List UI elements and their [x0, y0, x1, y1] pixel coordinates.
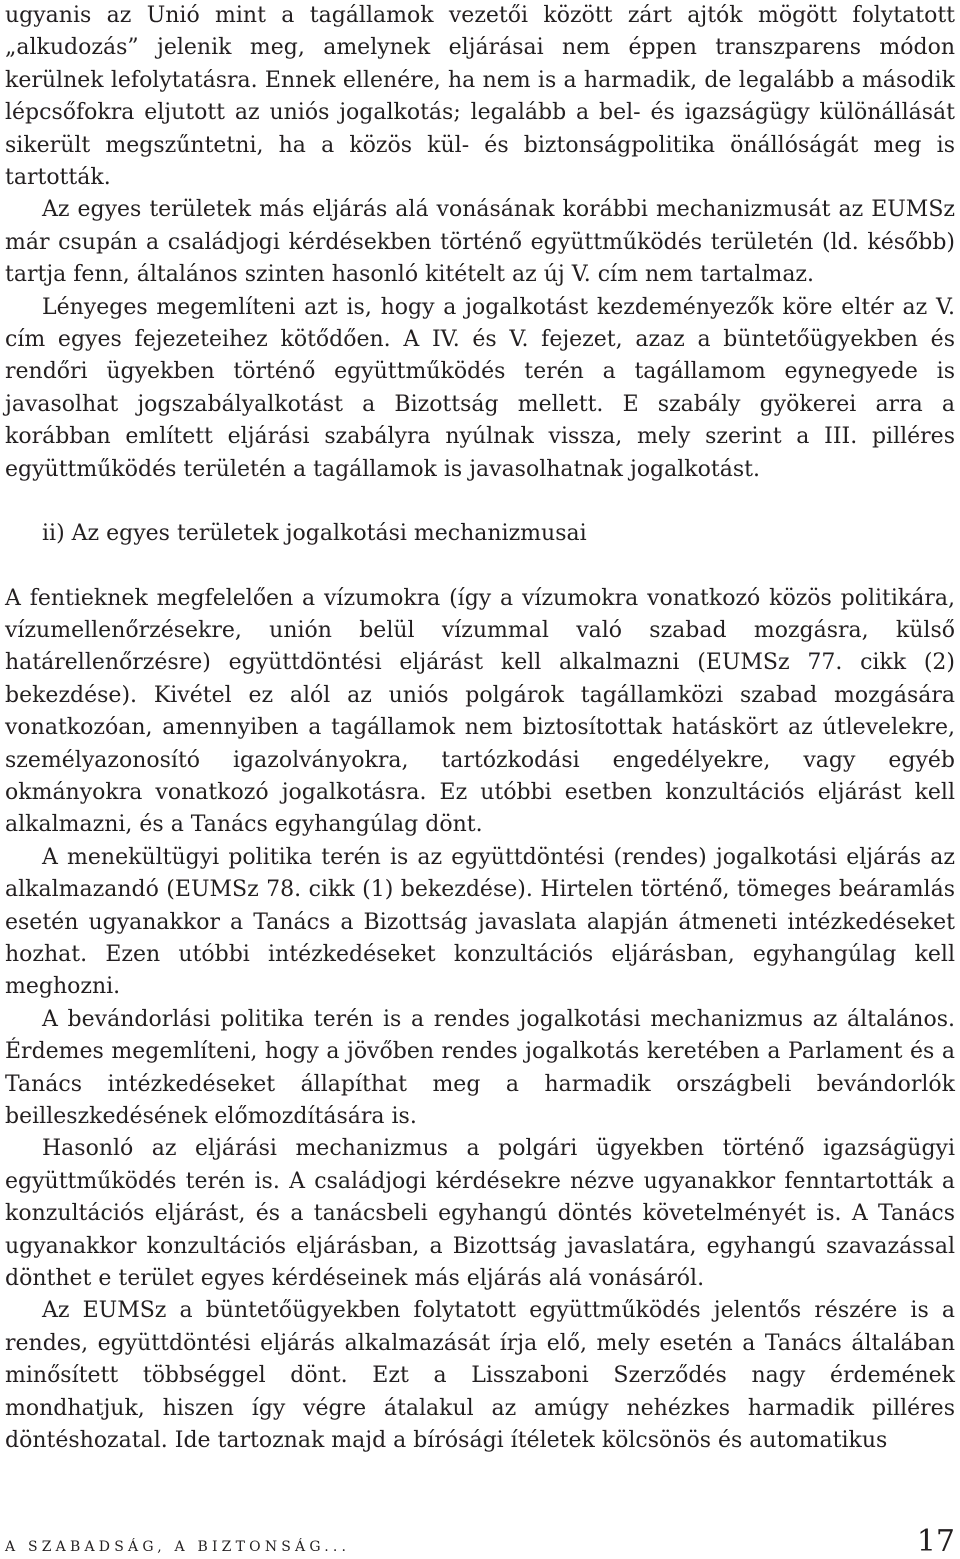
document-page [5, 0, 955, 1457]
running-title: A SZABADSÁG, A BIZTONSÁG... [5, 1539, 351, 1555]
paragraph: Az egyes területek más eljárás alá vonásának korábbi mechanizmusát az EUMSz már csupán a családjogi kérdésekben történő együttműködés területén (ld. később) tartja fenn, általános szinten hasonló kitételt az új V. cím nem tartalmaz. [5, 197, 955, 288]
page-number: 17 [916, 1524, 955, 1559]
paragraph: A bevándorlási politika terén is a rendes jogalkotási mechanizmus az általános. Érdemes megemlíteni, hogy a jövőben rendes jogalkotás keretében a Parlament és a Tanács intézkedéseket állapíthat meg a harmadik országbeli bevándorlók beilleszkedésének előmozdítására is. [5, 1006, 955, 1129]
paragraph: A menekültügyi politika terén is az együttdöntési (rendes) jogalkotási eljárás az alkalmazandó (EUMSz 78. cikk (1) bekezdése). Hirtelen történő, tömeges beáramlás esetén ugyanakkor a Tanács a Bizottság javaslata alapján átmeneti intézkedéseket hozhat. Ezen utóbbi intézkedéseket konzultációs eljárásban, egyhangúlag kell meghozni. [5, 844, 955, 1000]
paragraph-continuation: ugyanis az Unió mint a tagállamok vezetői között zárt ajtók mögött folytatott „alkudozás” jelenik meg, amelynek eljárásai nem éppen transzparens módon kerülnek lefolytatásra. Ennek ellenére, ha nem is a harmadik, de legalább a második lépcsőfokra eljutott az uniós jogalkotás; legalább a bel- és igazságügy különállását sikerült megszűntetni, ha a közös kül- és biztonságpolitika önállóságát meg is tartották. [5, 3, 955, 191]
paragraph: Lényeges megemlíteni azt is, hogy a jogalkotást kezdeményezők köre eltér az V. cím egyes fejezeteihez kötődően. A IV. és V. fejezet, azaz a büntetőügyekben és rendőri ügyekben történő együttműködés terén a tagállamom egynegyede is javasolhat jogszabályalkotást a Bizottság mellett. E szabály gyökerei arra a korábban említett eljárási szabályra nyúlnak vissza, mely szerint a III. pilléres együttműködés területén a tagállamok is javasolhatnak jogalkotást. [5, 294, 955, 482]
paragraph: Az EUMSz a büntetőügyekben folytatott együttműködés jelentős részére is a rendes, együttdöntési eljárás alkalmazását írja elő, mely esetén a Tanács általában minősített többséggel dönt. Ezt a Lisszaboni Szerződés nagy érdemének mondhatjuk, hiszen így végre átalakul az amúgy nehézkes harmadik pilléres döntéshozatal. Ide tartoznak majd a bírósági ítéletek kölcsönös és automatikus [5, 1298, 955, 1454]
paragraph: A fentieknek megfelelően a vízumokra (így a vízumokra vonatkozó közös politikára, vízumellenőrzésekre, unión belül vízummal való szabad mozgásra, külső határellenőrzésre) együttdöntési eljárást kell alkalmazni (EUMSz 77. cikk (2) bekezdése). Kivétel ez alól az uniós polgárok tagállamközi szabad mozgására vonatkozóan, amennyiben a tagállamok nem biztosítottak hatáskört az útlevelekre, személyazonosító igazolványokra, tartózkodási engedélyekre, vagy egyéb okmányokra vonatkozó jogalkotásra. Ez utóbbi esetben konzultációs eljárást kell alkalmazni, és a Tanács egyhangúlag dönt. [5, 585, 955, 838]
page-footer [5, 1523, 955, 1559]
paragraph: Hasonló az eljárási mechanizmus a polgári ügyekben történő igazságügyi együttműködés terén is. A családjogi kérdésekre nézve ugyanakkor fenntartották a konzultációs eljárást, és a tanácsbeli egyhangú döntés követelményét is. A Tanács ugyanakkor konzultációs eljárásban, a Bizottság javaslatára, egyhangú szavazással dönthet e terület egyes kérdéseinek más eljárás alá vonásáról. [5, 1136, 955, 1292]
section-heading: ii) Az egyes területek jogalkotási mechanizmusai [42, 521, 587, 547]
